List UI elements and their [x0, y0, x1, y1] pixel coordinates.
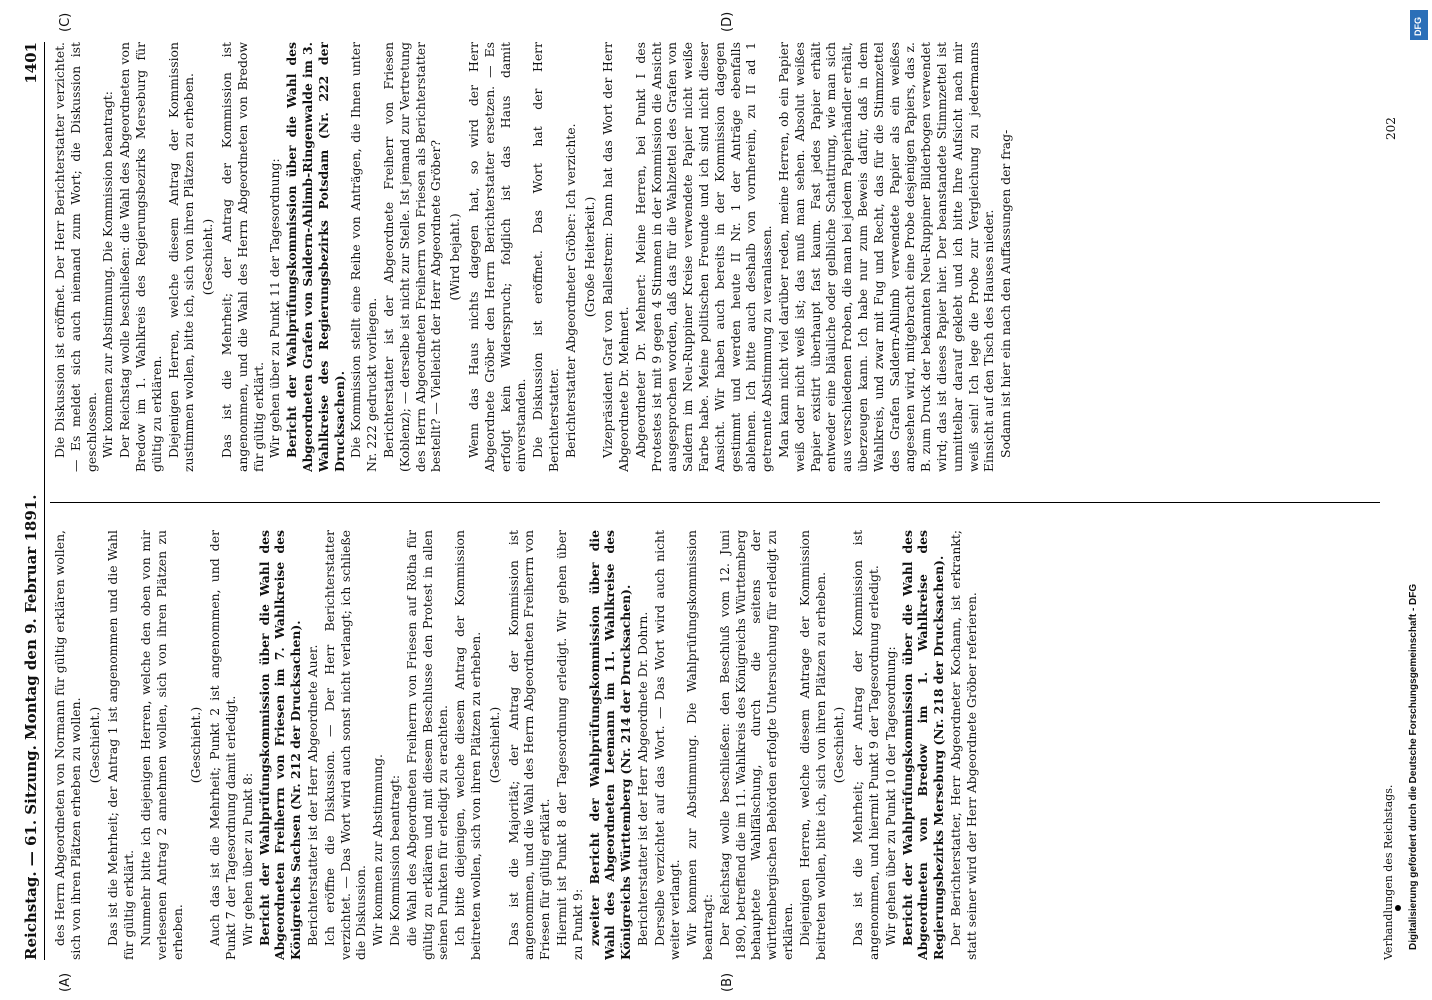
paragraph: Diejenigen Herren, welche diesem Antrage der Kommission beitreten wollen, bitte ich, sich von ihren Plätzen zu erheben.: [796, 530, 828, 960]
paragraph: Die Diskussion ist eröffnet. Das Wort hat der Herr Berichterstatter.: [530, 42, 561, 472]
stage-direction: (Geschieht.): [86, 706, 102, 784]
paragraph: Berichterstatter ist der Abgeordnete Freiherr von Friesen (Koblenz); — derselbe ist nicht zur Stelle. Ist jemand zur Vertretung des Herrn Abgeordneten Freiherrn von Friesen als Berichterstatter bestellt? — Vielleicht der Herr Abgeordnete Gröber?: [380, 42, 444, 472]
stage-direction: (Wird bejaht.): [447, 213, 463, 301]
paragraph: Wir kommen zur Abstimmung. Die Wahlprüfungskommission beantragt:: [684, 530, 716, 960]
margin-marker-a: (A): [58, 972, 73, 992]
paragraph: Wir gehen über zu Punkt 10 der Tagesordnung:: [882, 646, 898, 946]
paragraph: Sodann ist hier ein nach den Auffassungen der frag-: [998, 129, 1014, 458]
stage-direction: (Geschieht.): [188, 706, 204, 784]
paragraph: Das ist die Majorität; der Antrag der Kommission ist angenommen, und die Wahl des Herrn Abgeordneten Freiherrn von Friesen für gültig erklärt.: [505, 530, 553, 960]
agenda-heading: Bericht der Wahlprüfungskommission über die Wahl des Abgeordneten Freiherrn von Friesen im 7. Wahlkreise des Königreichs Sachsen (Nr. 212 der Drucksachen).: [256, 530, 304, 960]
scan-speck: [1395, 905, 1401, 911]
paragraph: Das ist die Mehrheit; der Antrag der Kommission ist angenommen, und die Wahl des Herrn Abgeordneten von Bredow für gültig erklärt.: [218, 42, 266, 472]
paragraph: Diejenigen Herren, welche diesem Antrag der Kommission zustimmen wollen, bitte ich, sich von ihren Plätzen zu erheben.: [165, 42, 197, 472]
paragraph: Abgeordneter Dr. Mehnert: Meine Herren, bei Punkt I des Protestes ist mit 9 gegen 4 Stimmen in der Kommission die Ansicht ausgesprochen worden, daß das für die Wahlzettel des Grafen von Saldern im Neu-Ruppiner Kreise verwendete Papier nicht weiße Farbe habe. Meine politischen Freunde und ich sind nicht dieser Ansicht. Wir haben auch bereits in der Kommission dagegen gestimmt und werden heute II Nr. 1 der Anträge ebenfalls ablehnen. Ich bitte auch deshalb von vornherein, zu II ad 1 getrennte Abstimmung zu veranlassen.: [632, 42, 775, 472]
left-column: [52, 530, 1382, 960]
paragraph: Berichterstatter Abgeordneter Gröber: Ich verzichte.: [562, 123, 578, 458]
paragraph: Man kann nicht viel darüber reden, meine Herren, ob ein Papier weiß oder nicht weiß ist; das muß man sehen. Absolut weißes Papier existirt überhaupt fast kaum. Fast jedes Papier erhält entweder eine bläuliche oder gelbliche Schattirung, wie man sich aus verschiedenen Proben, die man bei jedem Papierhändler erhält, überzeugen kann. Ich habe nur zum Beweis dafür, daß in dem Wahlkreis, und zwar mit Fug und Recht, das für die Stimmzettel des Grafen Saldern-Ahlimb verwendete Papier als ein weißes angesehen wird, mitgebracht eine Probe desjenigen Papiers, das z. B. zum Druck der bekannten Neu-Ruppiner Bilderbogen verwendet wird; das ist dieses Papier hier. Der beanstandete Stimmzettel ist unmittelbar darauf geklebt und ich bitte Ihre Aufsicht nach mir weiß sein! Ich lege die Probe zur Vergleichung zu jedermanns Einsicht auf den Tisch des Hauses nieder.: [776, 42, 997, 472]
paragraph: Ich eröffne die Diskussion. — Der Herr Berichterstatter verzichtet. — Das Wort wird auch sonst nicht verlangt; ich schließe die Diskussion.: [321, 530, 369, 960]
paragraph: Die Kommission stellt eine Reihe von Anträgen, die Ihnen unter Nr. 222 gedruckt vorliegen.: [348, 42, 380, 472]
stage-direction: (Geschieht.): [831, 706, 847, 784]
signature-mark: 202: [1384, 117, 1398, 140]
paragraph: Wenn das Haus nichts dagegen hat, so wird der Herr Abgeordnete Gröber den Herrn Berichterstatter ersetzen. — Es erfolgt kein Widerspruch; folglich ist das Haus damit einverstanden.: [465, 42, 529, 472]
margin-marker-d: (D): [720, 11, 735, 32]
dfg-logo: [1410, 10, 1428, 40]
paragraph: Wir kommen zur Abstimmung.: [370, 754, 386, 946]
stage-direction: (Geschieht.): [486, 706, 502, 784]
paragraph: Auch das ist die Mehrheit; Punkt 2 ist angenommen, und der Punkt 7 der Tagesordnung damit erledigt.: [207, 530, 238, 960]
agenda-heading: zweiter Bericht der Wahlprüfungskommission über die Wahl des Abgeordneten Leemann im 11. Wahlkreise des Königreichs Württemberg (Nr. 214 der Drucksachen).: [586, 530, 634, 960]
page-header: [18, 42, 45, 960]
paragraph: Hiermit ist Punkt 8 der Tagesordnung erledigt. Wir gehen über zu Punkt 9:: [553, 530, 585, 960]
agenda-heading: Bericht der Wahlprüfungskommission über die Wahl des Abgeordneten von Bredow im 1. Wahlkreise des Regierungsbezirks Merseburg (Nr. 218 der Drucksachen).: [899, 530, 947, 960]
paragraph: Die Diskussion ist eröffnet. Der Herr Berichterstatter verzichtet. — Es meldet sich auch niemand zum Wort; die Diskussion ist geschlossen.: [52, 42, 99, 472]
margin-marker-b: (B): [720, 972, 735, 992]
paragraph: Ich bitte diejenigen, welche diesem Antrag der Kommission beitreten wollen, sich von ihren Plätzen zu erheben.: [452, 530, 483, 960]
margin-marker-c: (C): [58, 12, 73, 32]
page-number: 1401: [22, 42, 40, 84]
digitization-note: [1400, 0, 1432, 1000]
column-divider: [50, 502, 1380, 503]
paragraph: Vizepräsident Graf von Ballestrem: Dann hat das Wort der Herr Abgeordnete Dr. Mehnert.: [600, 42, 632, 472]
paragraph: die Wahl des Abgeordneten Freiherrn von Friesen auf Rötha für gültig zu erklären und mit diesem Beschlusse den Protest in allen seinen Punkten für erledigt zu erachten.: [403, 530, 451, 960]
stage-direction: (Große Heiterkeit.): [581, 196, 597, 318]
paragraph: Wir kommen zur Abstimmung. Die Kommission beantragt:: [100, 91, 116, 458]
paragraph: Die Kommission beantragt:: [386, 774, 402, 946]
footer-source: Verhandlungen des Reichstags.: [1382, 784, 1395, 960]
paragraph: Das ist die Mehrheit; der Antrag der Kommission ist angenommen, und hiermit Punkt 9 der Tagesordnung erledigt.: [850, 530, 882, 960]
paragraph: Der Reichstag wolle beschließen: den Beschluß vom 12. Juni 1890, betreffend die im 11. Wahlkreis des Königreichs Württemberg behauptete Wahlfälschung, durch die seitens der württembergischen Behörden erfolgte Untersuchung für erledigt zu erklären.: [716, 530, 796, 960]
paragraph: Derselbe verzichtet auf das Wort. — Das Wort wird auch nicht weiter verlangt.: [651, 530, 683, 960]
right-column: [52, 42, 1382, 472]
paragraph: Wir gehen über zu Punkt 11 der Tagesordnung:: [267, 158, 283, 458]
paragraph: Das ist die Mehrheit; der Antrag 1 ist angenommen und die Wahl für gültig erklärt.: [105, 530, 137, 960]
paragraph: Der Berichterstatter, Herr Abgeordneter Kochann, ist erkrankt; statt seiner wird der Herr Abgeordnete Gröber referieren.: [948, 530, 979, 960]
agenda-heading: Bericht der Wahlprüfungskommission über die Wahl des Abgeordneten Grafen von Saldern-Ahlimb-Ringenwalde im 3. Wahlkreise des Regierungsbezirks Potsdam (Nr. 222 der Drucksachen).: [284, 42, 347, 472]
running-title: Reichstag. — 61. Sitzung. Montag den 9. Februar 1891.: [22, 494, 40, 960]
paragraph: Nunmehr bitte ich diejenigen Herren, welche den oben von mir verlesenen Antrag 2 annehmen wollen, sich von ihren Plätzen zu erheben.: [137, 530, 185, 960]
paragraph: Der Reichstag wolle beschließen: die Wahl des Abgeordneten von Bredow im 1. Wahlkreis des Regierungsbezirks Merseburg für gültig zu erklären.: [117, 42, 164, 472]
paragraph: Berichterstatter ist der Herr Abgeordnete Dr. Dohrn.: [634, 611, 650, 946]
digitization-note-text: Digitalisierung gefördert durch die Deutsche Forschungsgemeinschaft - DFG: [1408, 583, 1419, 950]
dfg-logo-text: DFG: [1413, 17, 1423, 36]
paragraph: Wir gehen über zu Punkt 8:: [239, 772, 255, 946]
stage-direction: (Geschieht.): [200, 218, 216, 296]
paragraph: Berichterstatter ist der Herr Abgeordnete Auer.: [304, 644, 320, 946]
paragraph: des Herrn Abgeordneten von Normann für gültig erklären wollen, sich von ihren Plätzen erheben zu wollen.: [52, 530, 83, 960]
